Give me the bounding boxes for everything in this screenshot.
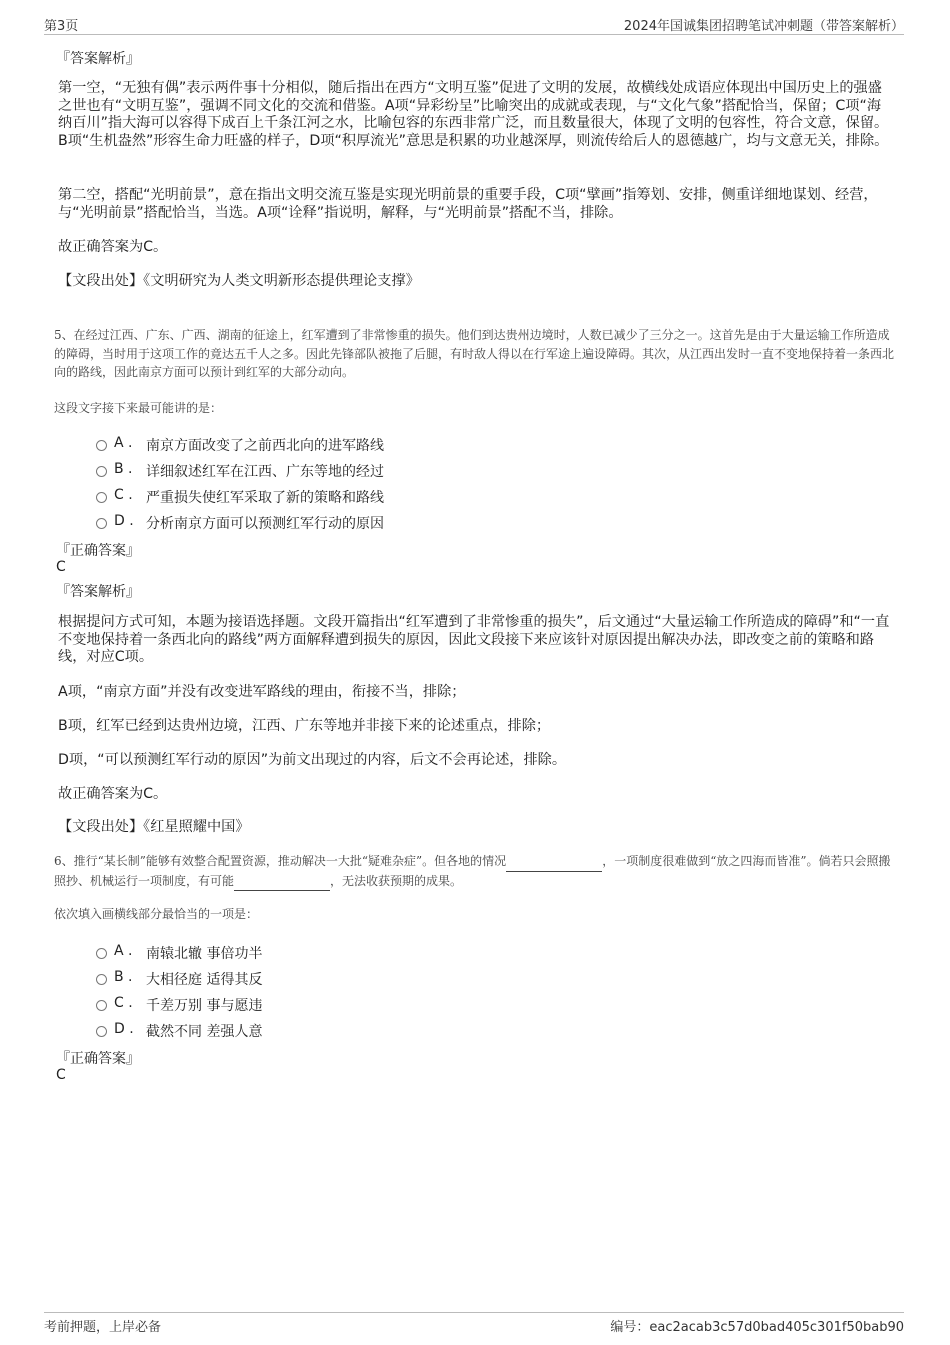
q4-source: 【文段出处】《文明研究为人类文明新形态提供理论支撑》 xyxy=(58,273,420,289)
q4-conclusion: 故正确答案为C。 xyxy=(58,239,168,255)
q4-analysis-label: 『答案解析』 xyxy=(56,51,140,67)
page-number: 第3页 xyxy=(44,19,79,34)
radio-button[interactable] xyxy=(96,974,107,985)
page-footer xyxy=(44,1312,904,1337)
q6-correct-label: 『正确答案』 xyxy=(56,1051,140,1067)
document-title: 2024年国诚集团招聘笔试冲刺题（带答案解析） xyxy=(623,19,904,34)
document-code: 编号：eac2acab3c57d0bad405c301f50bab90 xyxy=(610,1320,904,1335)
q5-analysis-para1: 根据提问方式可知，本题为接语选择题。文段开篇指出“红军遭到了非常惨重的损失”，后文通过“大量运输工作所造成的障碍”和“一直不变地保持着一条西北向的路线”两方面解释遭到损失的原因，因此文段接下来应该针对原因提出解决办法，即改变之前的策略和路线，对应C项。 xyxy=(58,614,890,665)
q5-conclusion: 故正确答案为C。 xyxy=(58,786,168,802)
q4-analysis-para1: 第一空，“无独有偶”表示两件事十分相似，随后指出在西方“文明互鉴”促进了文明的发展，故横线处成语应体现出中国历史上的强盛之世也有“文明互鉴”，强调不同文化的交流和借鉴。A项“异彩纷呈”比喻突出的成就或表现，与“文化气象”搭配恰当，保留；C项“海纳百川”指大海可以容得下成百上千条江河之水，比喻包容的东西非常广泛，而且数量很大，体现了文明的包容性，符合文意，保留。B项“生机盎然”形容生命力旺盛的样子，D项“积厚流光”意思是积累的功业越深厚，则流传给后人的恩德越广，均与文意无关，排除。 xyxy=(58,80,889,149)
radio-button[interactable] xyxy=(96,440,107,451)
q5-source: 【文段出处】《红星照耀中国》 xyxy=(58,819,250,835)
radio-button[interactable] xyxy=(96,466,107,477)
q5-correct-label: 『正确答案』 xyxy=(56,543,140,559)
radio-button[interactable] xyxy=(96,948,107,959)
fill-blank xyxy=(234,872,330,892)
q5-note-d: D项，“可以预测红军行动的原因”为前文出现过的内容，后文不会再论述，排除。 xyxy=(58,752,567,768)
q5-correct-answer: C xyxy=(56,559,66,575)
radio-button[interactable] xyxy=(96,1000,107,1011)
radio-button[interactable] xyxy=(96,1026,107,1037)
q6-question: 依次填入画横线部分最恰当的一项是： xyxy=(54,907,259,921)
q5-analysis-label: 『答案解析』 xyxy=(56,584,140,600)
page-header xyxy=(44,12,904,35)
fill-blank xyxy=(506,852,602,872)
q4-analysis-para2: 第二空，搭配“光明前景”，意在指出文明交流互鉴是实现光明前景的重要手段，C项“擘画”指筹划、安排，侧重详细地谋划、经营，与“光明前景”搭配恰当，当选。A项“诠释”指说明，解释，与“光明前景”搭配不当，排除。 xyxy=(58,187,878,221)
q6-correct-answer: C xyxy=(56,1067,66,1083)
q6-stem: 6、推行“某长制”能够有效整合配置资源，推动解决一大批“疑难杂症”。但各地的情况 ，一项制度很难做到“放之四海而皆准”。倘若只会照搬照抄、机械运行一项制度，有可能 ，无法收获预期的成果。 xyxy=(54,852,900,891)
radio-button[interactable] xyxy=(96,492,107,503)
footer-slogan: 考前押题，上岸必备 xyxy=(44,1320,162,1335)
radio-button[interactable] xyxy=(96,518,107,529)
q5-stem: 5、在经过江西、广东、广西、湖南的征途上，红军遭到了非常惨重的损失。他们到达贵州边境时，人数已减少了三分之一。这首先是由于大量运输工作所造成的障碍，当时用于这项工作的竟达五千人之多。因此先锋部队被拖了后腿，有时敌人得以在行军途上遍设障碍。其次，从江西出发时一直不变地保持着一条西北向的路线，因此南京方面可以预计到红军的大部分动向。 xyxy=(54,328,895,379)
q5-note-a: A项，“南京方面”并没有改变进军路线的理由，衔接不当，排除； xyxy=(58,684,466,700)
q5-question: 这段文字接下来最可能讲的是： xyxy=(54,401,223,415)
q5-note-b: B项，红军已经到达贵州边境，江西、广东等地并非接下来的论述重点，排除； xyxy=(58,718,551,734)
